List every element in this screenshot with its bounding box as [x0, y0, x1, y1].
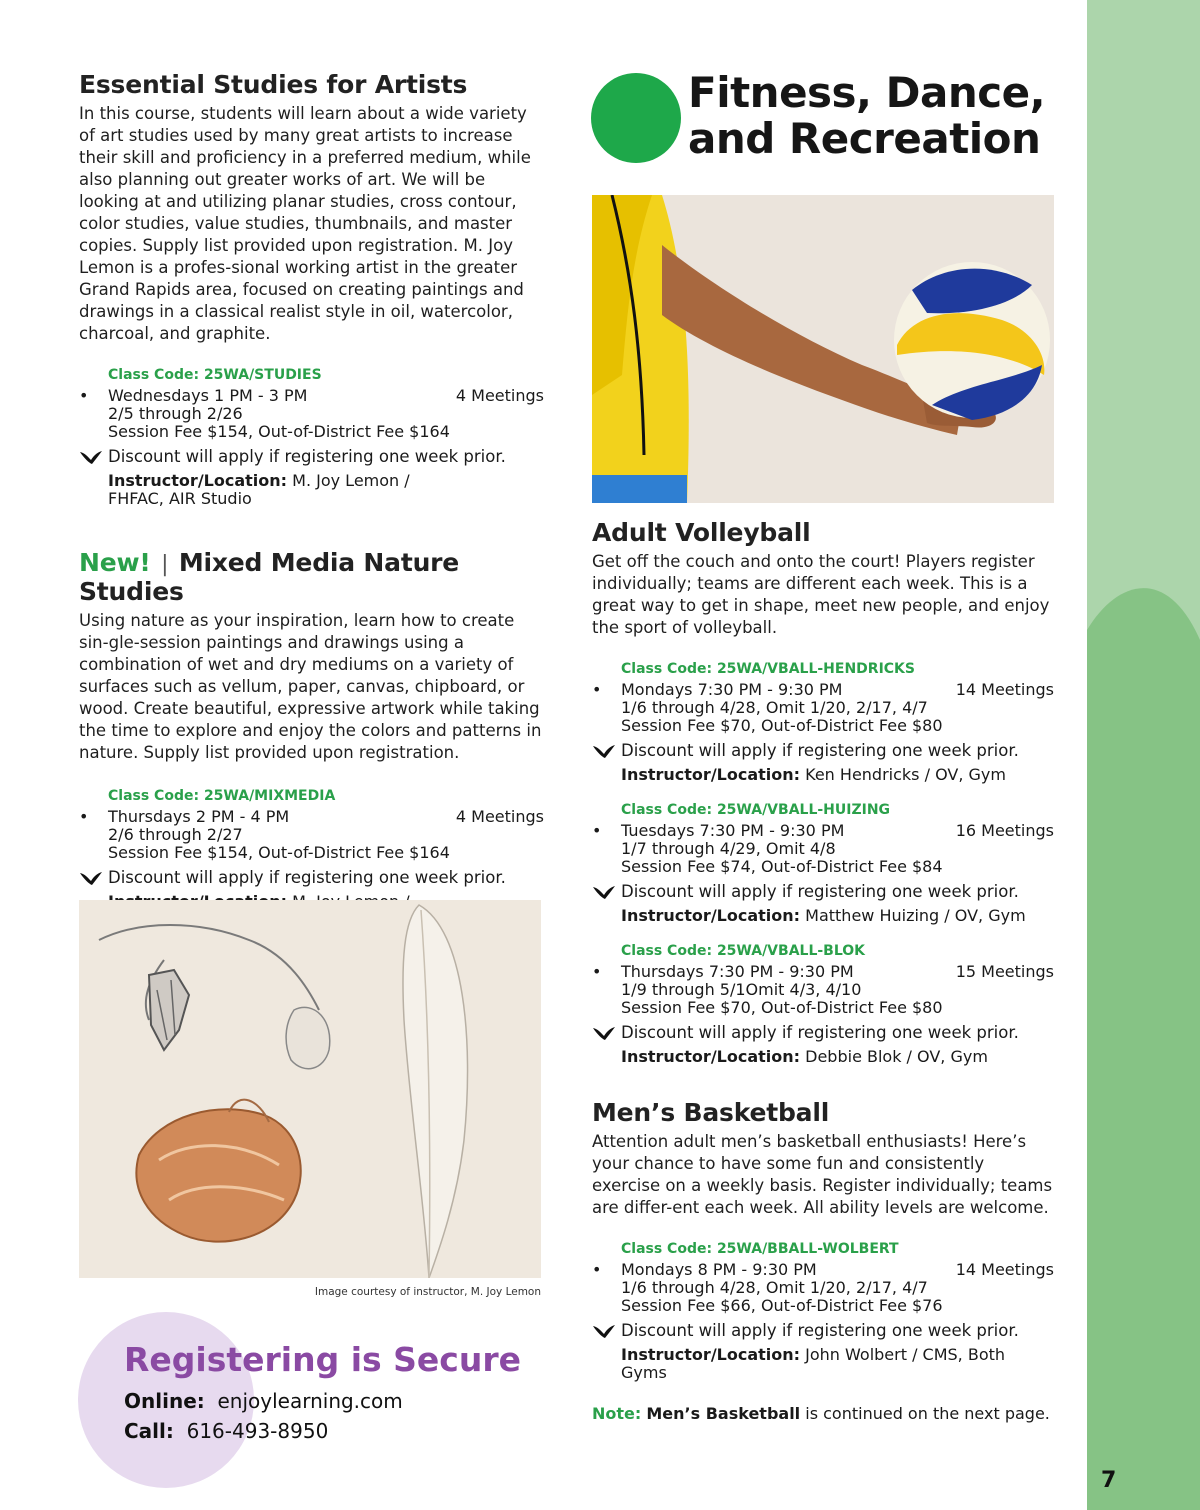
bird-icon	[592, 1025, 616, 1041]
instructor-location	[592, 1048, 1054, 1066]
schedule	[592, 822, 1054, 876]
meetings: 14 Meetings	[955, 1260, 1054, 1279]
right-column	[592, 518, 1054, 1382]
bullet: •	[592, 1260, 602, 1279]
schedule	[592, 963, 1054, 1017]
discount-note	[592, 1023, 1054, 1042]
discount-text: Discount will apply if registering one week prior.	[108, 868, 506, 887]
day-time: Mondays 7:30 PM - 9:30 PM	[621, 680, 843, 699]
discount-text: Discount will apply if registering one week prior.	[621, 1321, 1019, 1340]
discount-text: Discount will apply if registering one week prior.	[621, 741, 1019, 760]
bird-icon	[592, 884, 616, 900]
class-code: Class Code: 25WA/STUDIES	[108, 367, 322, 383]
day-time: Thursdays 7:30 PM - 9:30 PM	[621, 962, 854, 981]
schedule	[79, 387, 544, 441]
meetings: 16 Meetings	[955, 821, 1054, 840]
day-time: Tuesdays 7:30 PM - 9:30 PM	[621, 821, 845, 840]
discount-text: Discount will apply if registering one week prior.	[621, 1023, 1019, 1042]
dates: 1/9 through 5/1Omit 4/3, 4/10	[621, 980, 862, 999]
bullet: •	[79, 807, 89, 826]
dates: 1/6 through 4/28, Omit 1/20, 2/17, 4/7	[621, 698, 928, 717]
instructor-location	[79, 472, 544, 508]
fees: Session Fee $66, Out-of-District Fee $76	[621, 1296, 943, 1315]
fees: Session Fee $70, Out-of-District Fee $80	[621, 998, 943, 1017]
volleyball-photo	[592, 195, 1054, 503]
instructor-label: Instructor/Location:	[621, 1047, 801, 1066]
course-mixed-media	[79, 548, 544, 929]
page-number: 7	[1101, 1468, 1117, 1493]
course-title	[79, 548, 544, 606]
sidebar-dark-band	[1087, 640, 1200, 1510]
day-time: Thursdays 2 PM - 4 PM	[108, 807, 290, 826]
title-separator: |	[161, 552, 169, 577]
nature-studies-artwork	[79, 900, 541, 1278]
course-title-text: Mixed Media Nature Studies	[79, 548, 460, 606]
meetings: 4 Meetings	[455, 807, 544, 826]
phone-number[interactable]: 616-493-8950	[186, 1419, 329, 1443]
day-time: Mondays 8 PM - 9:30 PM	[621, 1260, 817, 1279]
artwork-illustration	[79, 900, 541, 1278]
day-time: Wednesdays 1 PM - 3 PM	[108, 386, 308, 405]
section-title-line1: Fitness, Dance,	[688, 68, 1046, 117]
course-description: Get off the couch and onto the court! Players register individually; teams are different each week. This is a great way to get in shape, meet new people, and enjoy the sport of volleyball.	[592, 552, 1050, 637]
course-title: Adult Volleyball	[592, 518, 811, 547]
discount-text: Discount will apply if registering one week prior.	[108, 447, 506, 466]
course-title: Men’s Basketball	[592, 1098, 830, 1127]
volleyball-session-hendricks	[592, 661, 1054, 784]
course-essential-studies	[79, 70, 544, 508]
course-mens-basketball	[592, 1098, 1054, 1382]
new-badge: New!	[79, 548, 151, 577]
meetings: 14 Meetings	[955, 680, 1054, 699]
location-value: FHFAC, AIR Studio	[108, 489, 252, 508]
online-link[interactable]: enjoylearning.com	[217, 1389, 403, 1413]
dates: 1/6 through 4/28, Omit 1/20, 2/17, 4/7	[621, 1278, 928, 1297]
discount-note	[592, 741, 1054, 760]
meetings: 15 Meetings	[955, 962, 1054, 981]
section-dot	[591, 73, 681, 163]
schedule	[79, 808, 544, 862]
bullet: •	[79, 386, 89, 405]
online-line	[124, 1389, 403, 1413]
note-label: Note:	[592, 1404, 642, 1423]
sidebar-light-band	[1087, 0, 1200, 640]
instructor-label: Instructor/Location:	[621, 906, 801, 925]
class-code: Class Code: 25WA/BBALL-WOLBERT	[621, 1241, 899, 1257]
discount-note	[79, 868, 544, 887]
course-title: Essential Studies for Artists	[79, 70, 468, 99]
note-text: is continued on the next page.	[805, 1404, 1050, 1423]
bird-icon	[592, 743, 616, 759]
discount-note	[79, 447, 544, 466]
discount-note	[592, 1321, 1054, 1340]
dates: 2/5 through 2/26	[108, 404, 243, 423]
course-description: Using nature as your inspiration, learn how to create sin-gle-session paintings and drawings using a combination of wet and dry mediums on a variety of surfaces such as vellum, paper, canvas, chipboard, or wood. Create beautiful, expressive artwork while taking the time to explore and enjoy the colors and patterns in nature. Supply list provided upon registration.	[79, 611, 542, 762]
instructor-label: Instructor/Location:	[621, 1345, 801, 1364]
call-label: Call:	[124, 1419, 174, 1443]
volleyball-illustration	[592, 195, 1054, 503]
dates: 2/6 through 2/27	[108, 825, 243, 844]
course-adult-volleyball	[592, 518, 1054, 1066]
discount-note	[592, 882, 1054, 901]
note-bold: Men’s Basketball	[646, 1404, 801, 1423]
class-code: Class Code: 25WA/MIXMEDIA	[108, 788, 336, 804]
course-description: In this course, students will learn about a wide variety of art studies used by many great artists to increase their skill and proficiency in a preferred medium, while also planning out greater works of art. We will be looking at and utilizing planar studies, cross contour, color studies, value studies, thumbnails, and master copies. Supply list provided upon registration. M. Joy Lemon is a profes-sional working artist in the greater Grand Rapids area, focused on creating paintings and drawings in a classical realist style in oil, watercolor, charcoal, and graphite.	[79, 104, 531, 343]
class-code: Class Code: 25WA/VBALL-HUIZING	[621, 802, 891, 818]
dates: 1/7 through 4/29, Omit 4/8	[621, 839, 836, 858]
section-title	[688, 70, 1045, 162]
bullet: •	[592, 821, 602, 840]
instructor-location	[592, 1346, 1054, 1382]
instructor-value: Matthew Huizing / OV, Gym	[805, 906, 1026, 925]
image-caption: Image courtesy of instructor, M. Joy Lemon	[314, 1286, 541, 1298]
fees: Session Fee $154, Out-of-District Fee $164	[108, 843, 450, 862]
course-description: Attention adult men’s basketball enthusiasts! Here’s your chance to have some fun and consistently exercise on a weekly basis. Register individually; teams are differ-ent each week. All ability levels are welcome.	[592, 1132, 1053, 1217]
instructor-location	[592, 907, 1054, 925]
bird-icon	[592, 1323, 616, 1339]
bullet: •	[592, 680, 602, 699]
instructor-value: M. Joy Lemon /	[292, 471, 410, 490]
section-title-line2: and Recreation	[688, 114, 1041, 163]
meetings: 4 Meetings	[455, 386, 544, 405]
instructor-value: Ken Hendricks / OV, Gym	[805, 765, 1006, 784]
fees: Session Fee $74, Out-of-District Fee $84	[621, 857, 943, 876]
registering-secure-title: Registering is Secure	[124, 1340, 522, 1379]
sidebar-curve	[1087, 560, 1200, 720]
instructor-value: Debbie Blok / OV, Gym	[805, 1047, 988, 1066]
left-column	[79, 70, 544, 929]
class-code: Class Code: 25WA/VBALL-BLOK	[621, 943, 866, 959]
instructor-value: John Wolbert / CMS, Both Gyms	[621, 1345, 1006, 1382]
bullet: •	[592, 962, 602, 981]
instructor-location	[592, 766, 1054, 784]
schedule	[592, 681, 1054, 735]
continuation-note	[592, 1404, 1050, 1423]
fees: Session Fee $154, Out-of-District Fee $164	[108, 422, 450, 441]
schedule	[592, 1261, 1054, 1315]
discount-text: Discount will apply if registering one week prior.	[621, 882, 1019, 901]
instructor-label: Instructor/Location:	[621, 765, 801, 784]
fees: Session Fee $70, Out-of-District Fee $80	[621, 716, 943, 735]
bird-icon	[79, 870, 103, 886]
instructor-label: Instructor/Location:	[108, 471, 288, 490]
volleyball-session-huizing	[592, 802, 1054, 925]
volleyball-session-blok	[592, 943, 1054, 1066]
bird-icon	[79, 449, 103, 465]
online-label: Online:	[124, 1389, 205, 1413]
class-code: Class Code: 25WA/VBALL-HENDRICKS	[621, 661, 915, 677]
call-line	[124, 1419, 328, 1443]
